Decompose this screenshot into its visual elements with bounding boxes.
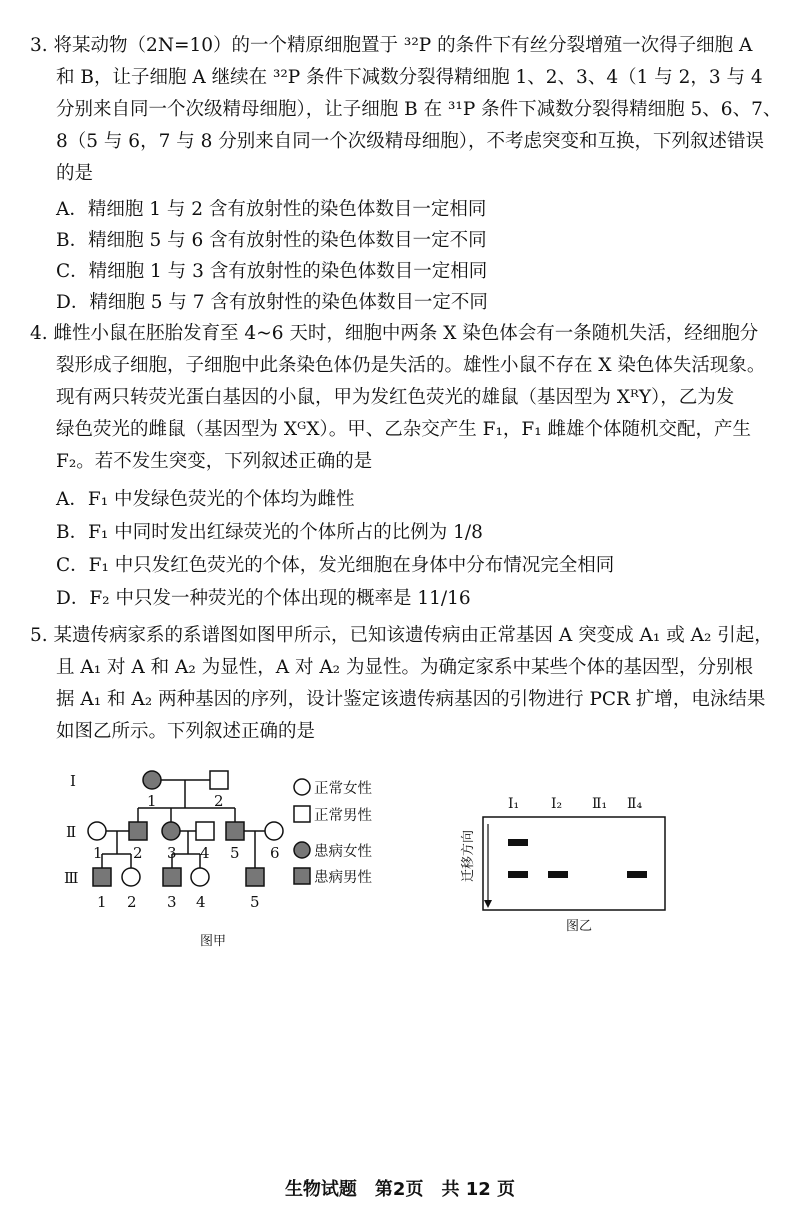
- pedigree-iii4-normal-female: [191, 868, 209, 886]
- gen2-num: 5: [230, 844, 240, 862]
- q5-line-2: 且 A₁ 对 A 和 A₂ 为显性，A 对 A₂ 为显性。为确定家系中某些个体的基因型，分别根: [56, 657, 753, 678]
- pedigree-ii5-affected-male: [226, 822, 244, 840]
- legend-normal-male-label: 正常男性: [314, 808, 372, 824]
- gel-band: [508, 871, 528, 878]
- figure-b-caption: 图乙: [566, 919, 593, 934]
- gen2-num: 6: [270, 844, 280, 862]
- q4-number: 4.: [30, 323, 48, 344]
- legend-normal-female-symbol: [294, 779, 310, 795]
- q4-option-a: A．F₁ 中发绿色荧光的个体均为雌性: [56, 489, 355, 510]
- figure-a-pedigree: [60, 762, 400, 952]
- q4-option-c: C．F₁ 中只发红色荧光的个体，发光细胞在身体中分布情况完全相同: [56, 555, 615, 576]
- lane-label: Ⅱ₁: [592, 796, 608, 812]
- lane-label: Ⅱ₄: [627, 796, 643, 812]
- legend-affected-female-symbol: [294, 842, 310, 858]
- legend-affected-male-label: 患病男性: [314, 870, 372, 886]
- legend-affected-male-symbol: [294, 868, 310, 884]
- q4-option-b: B．F₁ 中同时发出红绿荧光的个体所占的比例为 1/8: [56, 522, 483, 543]
- gen2-num: 1: [93, 844, 103, 862]
- lane-label: Ⅰ₂: [551, 796, 563, 812]
- gel-frame: [483, 817, 665, 910]
- legend-normal-female-label: 正常女性: [314, 781, 372, 797]
- q4-line-4: 绿色荧光的雌鼠（基因型为 XᴳX）。甲、乙杂交产生 F₁，F₁ 雌雄个体随机交配，产生: [56, 419, 752, 440]
- pedigree-iii1-affected-male: [93, 868, 111, 886]
- q3-line-2: 和 B，让子细胞 A 继续在 ³²P 条件下减数分裂得精细胞 1、2、3、4（1 与 2，3 与 4: [56, 67, 763, 88]
- page-footer: 生物试题 第2页 共 12 页: [284, 1179, 516, 1200]
- pedigree-ii4-normal-male: [196, 822, 214, 840]
- lane-label: Ⅰ₁: [508, 796, 520, 812]
- q3-option-a: A．精细胞 1 与 2 含有放射性的染色体数目一定相同: [56, 199, 487, 220]
- gen2-num: 3: [167, 844, 177, 862]
- q3-option-c: C．精细胞 1 与 3 含有放射性的染色体数目一定相同: [56, 261, 488, 282]
- gen-label-ii: Ⅱ: [66, 823, 77, 841]
- q5-line-3: 据 A₁ 和 A₂ 两种基因的序列，设计鉴定该遗传病基因的引物进行 PCR 扩增，电泳结果: [56, 689, 766, 710]
- pedigree-i2-normal-male: [210, 771, 228, 789]
- gel-band: [508, 839, 528, 846]
- gen3-num: 4: [196, 893, 206, 911]
- q3-line-4: 8（5 与 6，7 与 8 分别来自同一个次级精母细胞），不考虑突变和互换，下列叙述错误: [56, 131, 765, 152]
- q4-option-d: D．F₂ 中只发一种荧光的个体出现的概率是 11/16: [56, 588, 471, 609]
- pedigree-ii1-normal-female: [88, 822, 106, 840]
- q3-line-5: 的是: [56, 163, 94, 184]
- gen1-num: 1: [147, 792, 157, 810]
- q3-option-b: B．精细胞 5 与 6 含有放射性的染色体数目一定不同: [56, 230, 487, 251]
- q4-line-3: 现有两只转荧光蛋白基因的小鼠，甲为发红色荧光的雄鼠（基因型为 XᴿY），乙为发: [56, 387, 735, 408]
- figure-a-caption: 图甲: [200, 934, 227, 949]
- gen-label-i: Ⅰ: [70, 772, 76, 790]
- q5-line-1: 5. 某遗传病家系的系谱图如图甲所示，已知该遗传病由正常基因 A 突变成 A₁ 或 A₂ 引起，: [30, 625, 773, 646]
- gen2-num: 2: [133, 844, 143, 862]
- pedigree-iii3-affected-male: [163, 868, 181, 886]
- q4-line-5: F₂。若不发生突变，下列叙述正确的是: [56, 451, 373, 472]
- gel-band: [627, 871, 647, 878]
- q5-line-4: 如图乙所示。下列叙述正确的是: [56, 721, 316, 742]
- q3-line-1: 3. 将某动物（2N=10）的一个精原细胞置于 ³²P 的条件下有丝分裂增殖一次得子细胞 A: [30, 35, 753, 56]
- pedigree-ii2-affected-male: [129, 822, 147, 840]
- q5-number: 5.: [30, 625, 48, 646]
- legend-affected-female-label: 患病女性: [314, 844, 372, 860]
- migration-direction-label: 迁移方向: [461, 830, 476, 883]
- legend-normal-male-symbol: [294, 806, 310, 822]
- q4-line-1: 4. 雌性小鼠在胚胎发育至 4~6 天时，细胞中两条 X 染色体会有一条随机失活，经细胞分: [30, 323, 759, 344]
- gen1-num: 2: [214, 792, 224, 810]
- pedigree-iii5-affected-male: [246, 868, 264, 886]
- q3-option-d: D．精细胞 5 与 7 含有放射性的染色体数目一定不同: [56, 292, 488, 313]
- gen3-num: 1: [97, 893, 107, 911]
- gen-label-iii: Ⅲ: [64, 869, 79, 887]
- pedigree-ii6-normal-female: [265, 822, 283, 840]
- figure-b-electrophoresis: [455, 790, 675, 940]
- q4-line-2: 裂形成子细胞，子细胞中此条染色体仍是失活的。雄性小鼠不存在 X 染色体失活现象。: [56, 355, 766, 376]
- gel-band: [548, 871, 568, 878]
- gen3-num: 2: [127, 893, 137, 911]
- gen3-num: 5: [250, 893, 260, 911]
- pedigree-iii2-normal-female: [122, 868, 140, 886]
- pedigree-ii3-affected-female: [162, 822, 180, 840]
- gen3-num: 3: [167, 893, 177, 911]
- gen2-num: 4: [200, 844, 210, 862]
- pedigree-i1-affected-female: [143, 771, 161, 789]
- q3-line-3: 分别来自同一个次级精母细胞），让子细胞 B 在 ³¹P 条件下减数分裂得精细胞 5、6、7、: [56, 99, 782, 120]
- q3-number: 3.: [30, 35, 48, 56]
